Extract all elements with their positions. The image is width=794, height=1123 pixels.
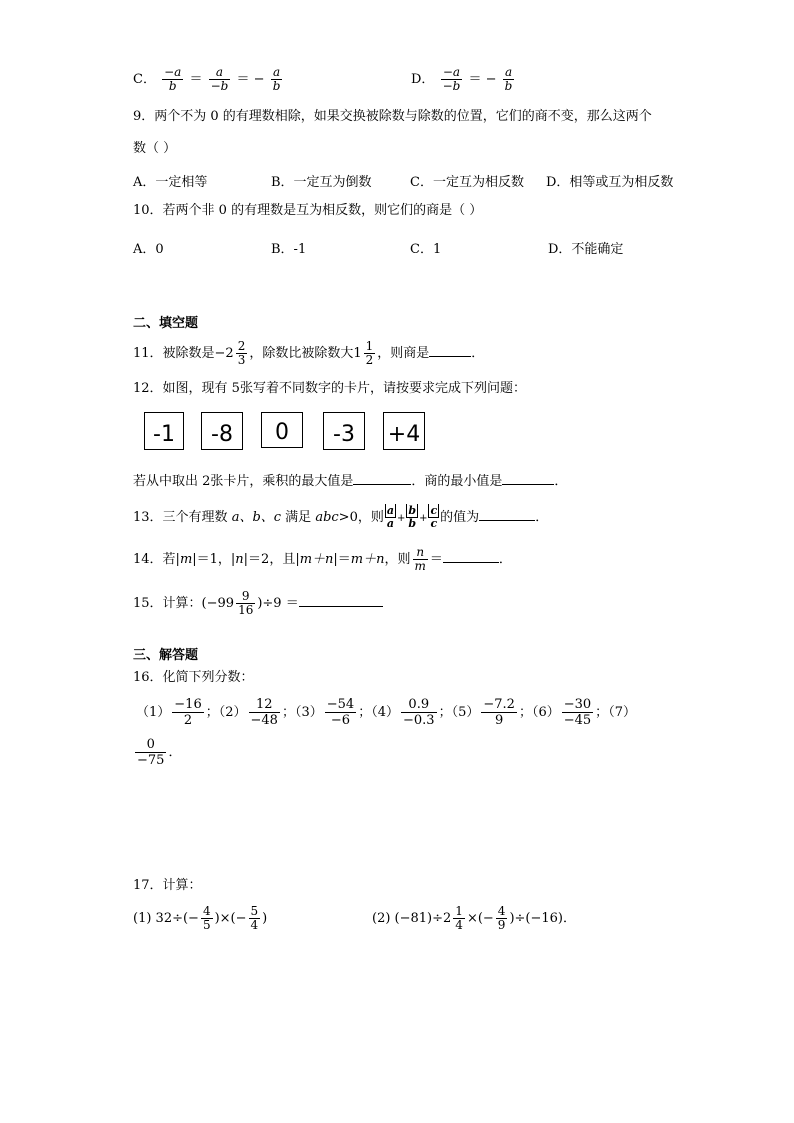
q9-option-d: D．相等或互为相反数 — [546, 175, 674, 190]
q10-option-b: B．-1 — [271, 242, 307, 257]
q12-end: ． — [554, 474, 568, 489]
number-card: 0 — [261, 412, 303, 448]
q13-vars: a、b、c — [231, 510, 282, 525]
q12-stem: 12．如图，现有 5张写着不同数字的卡片，请按要求完成下列问题： — [133, 381, 526, 396]
q11-mid: ，除数比被除数大1 — [249, 346, 362, 361]
abs-numerator: a — [386, 504, 394, 517]
q12-question-b: ．商的最小值是 — [411, 474, 503, 489]
numerator: 2 — [237, 339, 246, 353]
abs-fraction — [406, 505, 418, 530]
part-text: )×(− — [214, 911, 247, 926]
numerator: 1 — [365, 339, 374, 353]
separator: ； — [281, 705, 295, 720]
q9-stem-line1: 9．两个不为 0 的有理数相除，如果交换被除数与除数的位置，它们的商不变，那么这两个 — [133, 109, 652, 124]
section-heading-fill-blank: 二、填空题 — [133, 316, 199, 331]
fraction — [325, 697, 356, 728]
separator: ； — [438, 705, 452, 720]
denominator: −6 — [330, 713, 351, 728]
numerator: a — [209, 66, 231, 80]
item-label: （7） — [608, 705, 636, 720]
q16-stem: 16．化简下列分数： — [133, 670, 254, 685]
denominator: −b — [442, 79, 461, 93]
fraction — [413, 546, 428, 573]
q10-stem: 10．若两个非 0 的有理数是互为相反数，则它们的商是（ ） — [133, 203, 483, 218]
section-heading-solve: 三、解答题 — [133, 648, 199, 663]
fraction — [249, 697, 280, 728]
q17-stem: 17．计算： — [133, 878, 202, 893]
equals: ＝ — [236, 72, 250, 87]
denominator: 9 — [497, 918, 506, 932]
abs-numerator: c — [430, 504, 438, 517]
denominator: 3 — [237, 353, 246, 367]
separator: ； — [595, 705, 609, 720]
q13-cond2: >0，则 — [338, 510, 384, 525]
denominator: b — [168, 79, 177, 93]
q14-text: ，则 — [384, 552, 411, 567]
q10-option-d: D．不能确定 — [548, 242, 624, 257]
separator: ； — [205, 705, 219, 720]
numerator: −16 — [174, 697, 202, 712]
numerator: 1 — [455, 904, 463, 918]
equals: ＝ — [468, 72, 482, 87]
numerator: n — [413, 546, 428, 560]
q8-option-c — [133, 66, 284, 93]
fraction — [481, 697, 517, 728]
abs-numerator: b — [408, 504, 417, 517]
numerator: −a — [441, 66, 463, 80]
q13-end: ． — [535, 510, 549, 525]
abs-fraction — [428, 505, 439, 530]
q10-option-c: C．1 — [410, 242, 442, 257]
denominator: −45 — [563, 713, 592, 728]
minus: − — [485, 72, 497, 87]
q14-text: |＝ — [333, 552, 351, 567]
denominator: 2 — [365, 353, 374, 367]
q17-part2 — [372, 905, 576, 932]
equals: ＝ — [429, 552, 443, 567]
q9-option-c: C．一定互为相反数 — [410, 175, 524, 190]
answer-blank[interactable] — [353, 471, 411, 485]
numerator: −7.2 — [483, 697, 515, 712]
q9-option-b: B．一定互为倒数 — [271, 175, 372, 190]
denominator: −0.3 — [402, 713, 435, 728]
abs-fraction — [385, 505, 396, 530]
part-text: )÷(−16)． — [509, 911, 576, 926]
denominator: 5 — [202, 918, 211, 932]
q16-item7 — [133, 737, 181, 768]
fraction — [201, 905, 213, 932]
option-label: C． — [133, 72, 156, 87]
minus: − — [253, 72, 265, 87]
fraction — [271, 66, 283, 93]
part-text: (1) 32÷(− — [133, 911, 199, 926]
fraction — [496, 905, 508, 932]
denominator: m — [414, 559, 426, 573]
denominator: −b — [210, 79, 229, 93]
q13 — [133, 505, 548, 530]
numerator: −54 — [326, 697, 355, 712]
numerator: 4 — [202, 904, 211, 918]
denominator: −48 — [250, 713, 278, 728]
separator: ； — [518, 705, 532, 720]
answer-blank[interactable] — [429, 343, 471, 357]
fraction — [364, 340, 376, 367]
item-label: （4） — [371, 705, 399, 720]
fraction — [441, 66, 463, 93]
fraction — [135, 737, 166, 768]
denominator: 2 — [183, 713, 193, 728]
q11 — [133, 340, 484, 367]
answer-blank[interactable] — [443, 549, 499, 563]
part-text: (2) (−81)÷2 — [372, 911, 452, 926]
item-label: （5） — [451, 705, 480, 720]
item-label: （3） — [294, 705, 323, 720]
answer-blank[interactable] — [502, 471, 554, 485]
q10-option-a: A．0 — [133, 242, 164, 257]
separator: ； — [358, 705, 372, 720]
numerator: −a — [164, 65, 182, 79]
part-text: ×(− — [466, 911, 494, 926]
q13-prefix: 13．三个有理数 — [133, 510, 232, 525]
var-m: m — [179, 552, 193, 567]
numerator: 4 — [497, 904, 506, 918]
q11-suffix: ，则商是 — [377, 346, 430, 361]
q14 — [133, 546, 512, 573]
number-card: -3 — [323, 412, 365, 450]
item-label: （2） — [218, 705, 247, 720]
plus: + — [396, 513, 406, 524]
q13-suffix: 的值为 — [440, 510, 480, 525]
fraction — [172, 697, 203, 728]
denominator: a — [386, 517, 394, 530]
number-card: +4 — [383, 412, 425, 450]
q12-question — [133, 471, 567, 492]
numerator: 12 — [249, 697, 280, 713]
q14-text: 14．若| — [133, 552, 180, 567]
q17-part1 — [133, 905, 267, 932]
numerator: 5 — [250, 904, 259, 918]
denominator: b — [272, 79, 281, 93]
q15 — [133, 590, 383, 617]
q14-text: |＝1，| — [192, 552, 236, 567]
fraction — [162, 66, 183, 93]
q14-end: ． — [498, 552, 512, 567]
q15-suffix: )÷9 ＝ — [257, 596, 299, 611]
numerator: −30 — [563, 697, 592, 712]
q11-prefix: 11．被除数是−2 — [133, 346, 234, 361]
denominator: −75 — [137, 753, 165, 768]
fraction — [401, 697, 437, 728]
denominator: 4 — [455, 918, 463, 932]
fraction — [209, 66, 231, 93]
q8-option-d — [411, 66, 516, 93]
option-label: D． — [411, 72, 435, 87]
q13-mid: 满足 — [281, 510, 316, 525]
numerator: 0.9 — [401, 697, 437, 713]
denominator: 16 — [238, 603, 254, 617]
q15-prefix: 15．计算：(−99 — [133, 596, 235, 611]
item-end: ． — [168, 745, 182, 760]
fraction — [249, 905, 261, 932]
q14-text: |＝2，且| — [243, 552, 300, 567]
number-card: -8 — [201, 412, 243, 450]
fraction — [503, 66, 515, 93]
part-text: ) — [262, 911, 268, 926]
denominator: 4 — [250, 918, 259, 932]
denominator: c — [430, 517, 438, 530]
q13-cond: abc — [315, 510, 339, 525]
fraction — [562, 697, 593, 728]
answer-blank[interactable] — [299, 593, 383, 607]
fraction — [236, 340, 248, 367]
numerator: 0 — [135, 737, 166, 753]
q14-expr: m＋n — [350, 552, 385, 567]
numerator: a — [503, 66, 515, 80]
q12-question-a: 若从中取出 2张卡片，乘积的最大值是 — [133, 474, 354, 489]
denominator: b — [504, 79, 513, 93]
var-n: n — [235, 552, 244, 567]
denominator: b — [408, 517, 417, 530]
q9-option-a: A．一定相等 — [133, 175, 208, 190]
item-label: （1） — [136, 705, 171, 720]
equals: ＝ — [189, 72, 203, 87]
denominator: 9 — [495, 713, 504, 728]
q11-end: ． — [471, 346, 485, 361]
q9-stem-line2: 数（ ） — [133, 141, 177, 156]
plus: + — [419, 513, 428, 524]
answer-blank[interactable] — [479, 507, 535, 521]
q14-expr: m＋n — [299, 552, 334, 567]
item-label: （6） — [531, 705, 560, 720]
fraction — [236, 590, 255, 617]
numerator: a — [271, 66, 283, 80]
q16-items — [136, 697, 636, 728]
number-card: -1 — [144, 412, 184, 450]
fraction — [453, 905, 465, 932]
numerator: 9 — [236, 590, 255, 604]
